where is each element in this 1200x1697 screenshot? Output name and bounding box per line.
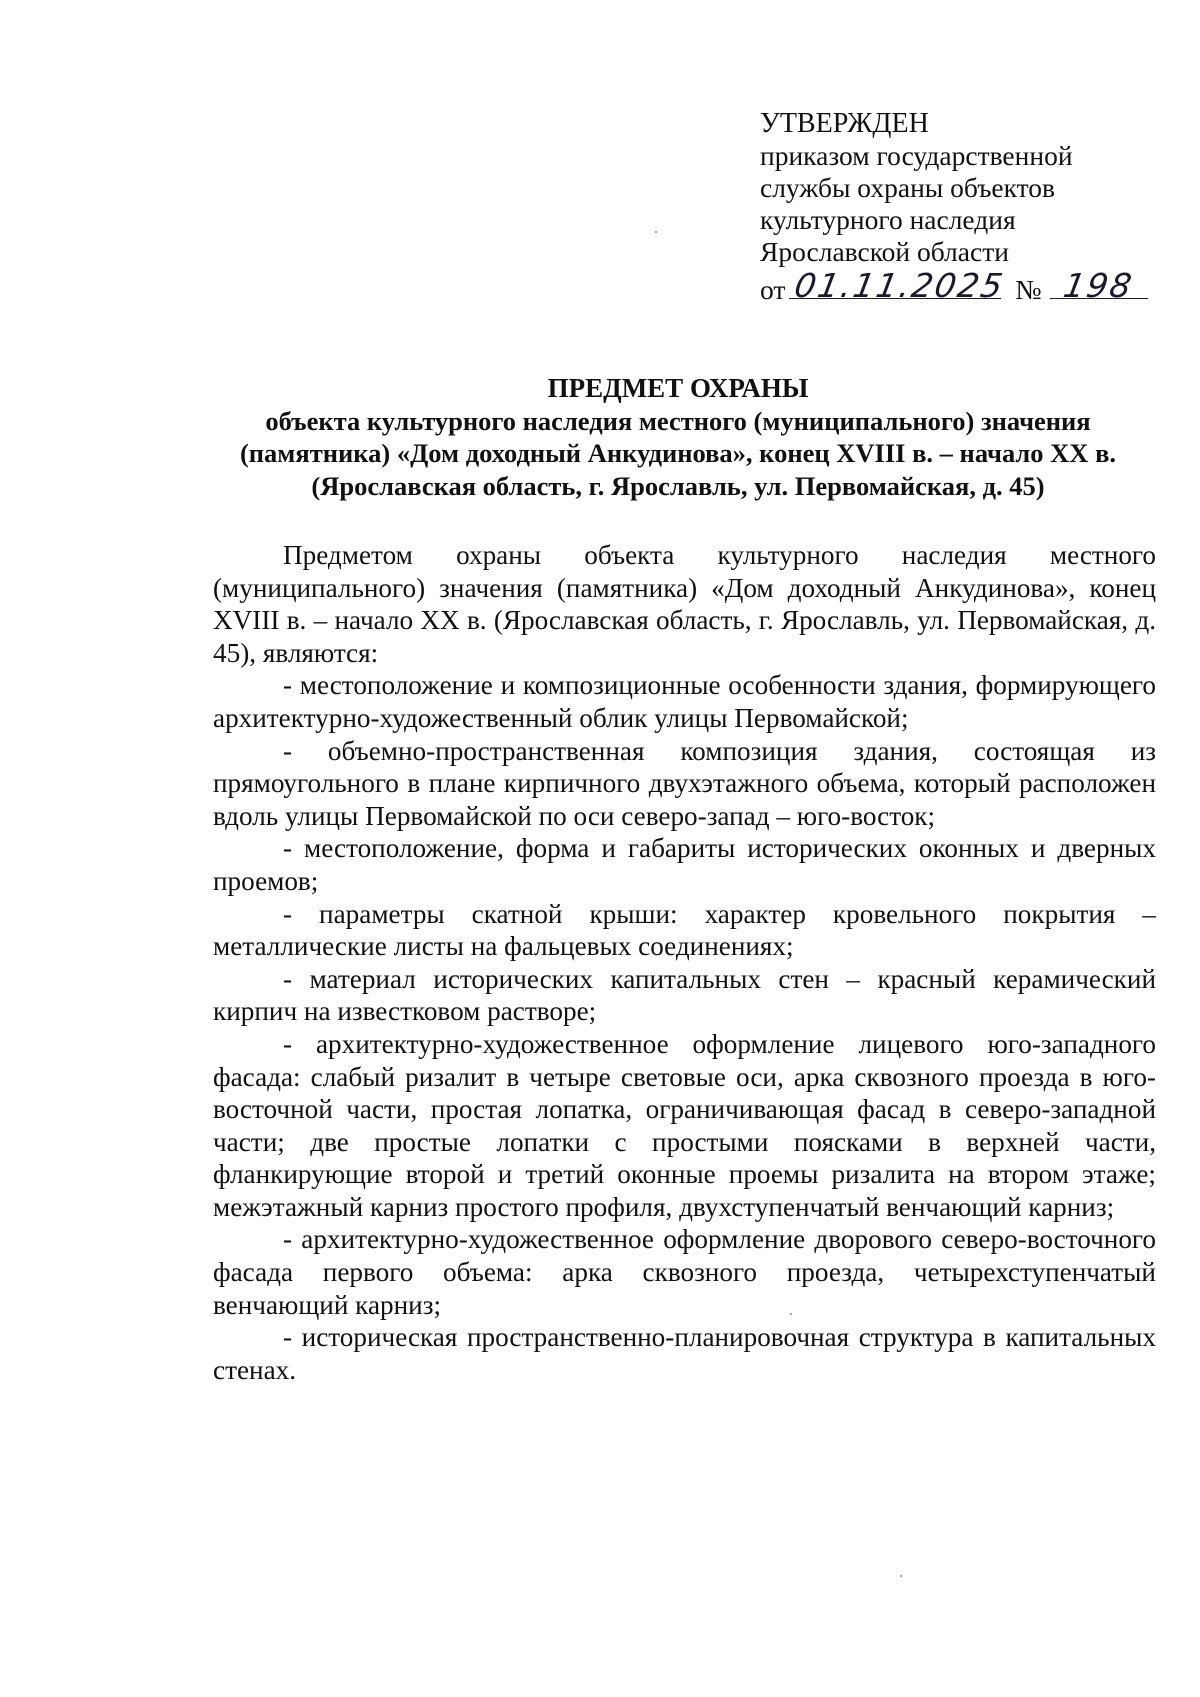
list-item: - местоположение и композиционные особенности здания, формирующего архитектурно-художественный облик улицы Первомайской; (213, 670, 1156, 733)
list-item: - архитектурно-художественное оформление лицевого юго-западного фасада: слабый ризалит в четыре световые оси, арка сквозного проезда в юго-восточной части, простая лопатка, ограничивающая фасад в северо-западной части; две простые лопатки с простыми поясками в верхней части, фланкирующие второй и третий оконные проемы ризалита на втором этаже; межэтажный карниз простого профиля, двухступенчатый венчающий карниз; (213, 1028, 1156, 1222)
list-item: - историческая пространственно-планировочная структура в капитальных стенах. (213, 1322, 1156, 1385)
list-item: - местоположение, форма и габариты исторических оконных и дверных проемов; (213, 833, 1156, 896)
list-item: - параметры скатной крыши: характер кровельного покрытия – металлические листы на фальцевых соединениях; (213, 898, 1156, 962)
heading-line: (памятника) «Дом доходный Анкудинова», конец XVIII в. – начало XX в. (239, 438, 1117, 468)
heading-line: (Ярославская область, г. Ярославль, ул. Первомайская, д. 45) (311, 470, 1045, 501)
list-item: - материал исторических капитальных стен – красный керамический кирпич на известковом растворе; (213, 963, 1156, 1027)
handwritten-number: 198 (1060, 266, 1137, 305)
approval-line: службы охраны объектов (760, 172, 1056, 203)
number-prefix: № (1015, 274, 1042, 305)
number-field (1050, 266, 1148, 305)
document-body (213, 539, 1156, 1386)
document-heading (200, 372, 1156, 502)
approval-line: приказом государственной (760, 140, 1073, 171)
scan-speck (900, 1575, 902, 1577)
date-prefix: от (760, 274, 786, 305)
scan-speck (655, 231, 657, 233)
scan-speck (790, 1313, 792, 1315)
approval-line: культурного наследия (760, 204, 1016, 235)
approval-date-line (760, 268, 1160, 306)
heading-line: объекта культурного наследия местного (муниципального) значения (265, 405, 1091, 436)
approval-line: Ярославской области (760, 236, 1009, 267)
intro-paragraph: Предметом охраны объекта культурного наследия местного (муниципального) значения (памятника) «Дом доходный Анкудинова», конец XVIII в. – начало XX в. (Ярославская область, г. Ярославль, ул. Первомайская, д. 45), являются: (213, 540, 1156, 668)
handwritten-date: 01.11.2025 (792, 266, 1008, 305)
heading-title: ПРЕДМЕТ ОХРАНЫ (547, 373, 809, 403)
list-item: - архитектурно-художественное оформление дворового северо-восточного фасада первого объема: арка сквозного проезда, четырехступенчатый венчающий карниз; (213, 1224, 1156, 1320)
date-field (789, 266, 1008, 305)
approval-block (760, 108, 1160, 306)
list-item: - объемно-пространственная композиция здания, состоящая из прямоугольного в плане кирпичного двухэтажного объема, который расположен вдоль улицы Первомайской по оси северо-запад – юго-восток; (213, 735, 1156, 831)
approval-title: УТВЕРЖДЕН (760, 108, 929, 139)
